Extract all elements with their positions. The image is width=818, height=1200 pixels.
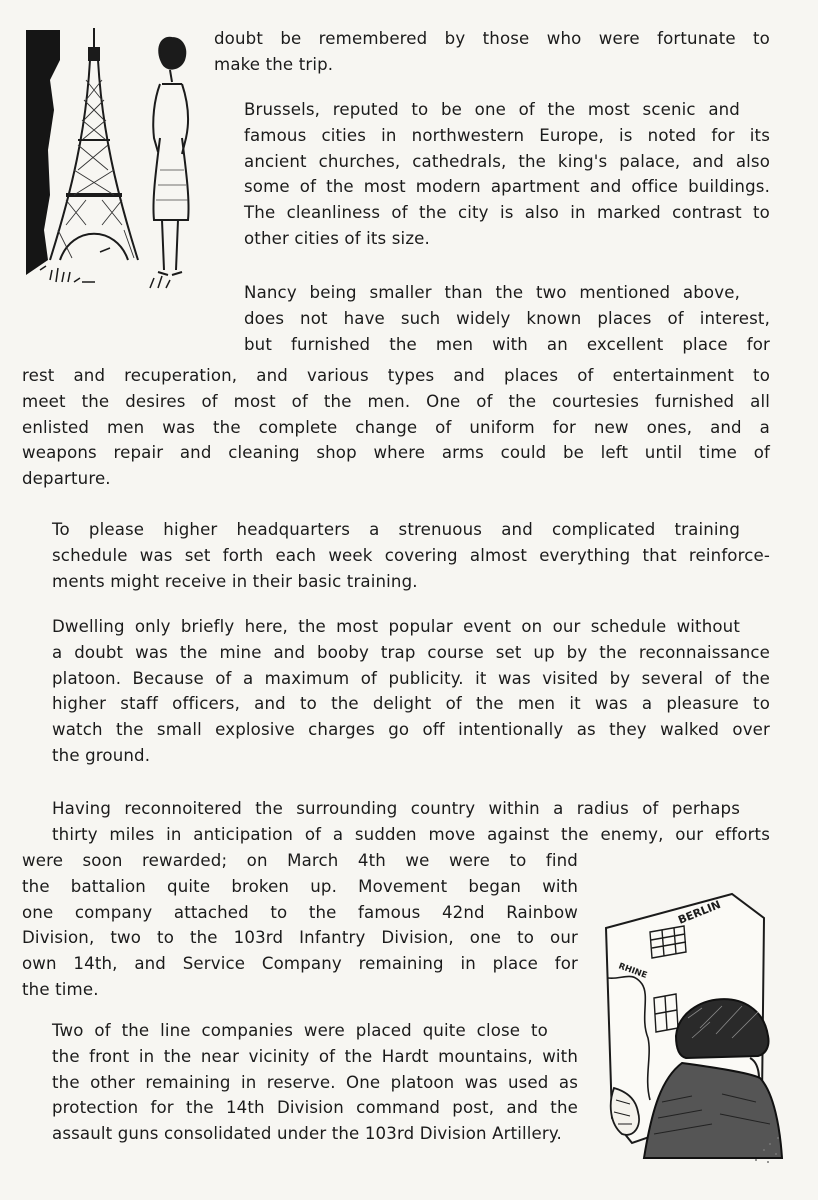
paragraph-nancy-start [214, 280, 770, 357]
text-line: ancient churches, cathedrals, the king's palace, and also [244, 151, 770, 171]
text-line: Dwelling only briefly here, the most popular event on our schedule without [52, 617, 740, 636]
paragraph-line-companies [22, 1018, 578, 1147]
text-line: meet the desires of most of the men. One of the courtesies furnished all [22, 391, 770, 411]
text-line: the other remaining in reserve. One platoon was used as [52, 1072, 578, 1092]
text-line: weapons repair and cleaning shop where arms could be left until time of [22, 443, 770, 463]
text-line: Brussels, reputed to be one of the most scenic and [244, 100, 740, 119]
text-line: Two of the line companies were placed quite close to [52, 1021, 548, 1040]
paragraph-brussels [214, 97, 770, 252]
text-line: platoon. Because of a maximum of publicity. it was visited by several of the [52, 668, 770, 688]
text-line: the time. [22, 979, 99, 999]
text-line: the battalion quite broken up. Movement began with [22, 876, 578, 896]
text-line: enlisted men was the complete change of uniform for new ones, and a [22, 417, 770, 437]
soldier-reading-map-illustration [592, 888, 788, 1170]
paragraph-nancy-end [22, 363, 770, 492]
eiffel-tower-woman-illustration [20, 20, 210, 295]
text-line: protection for the 14th Division command post, and the [52, 1098, 578, 1118]
text-line: other cities of its size. [244, 228, 430, 248]
text-line: one company attached to the famous 42nd Rainbow [22, 902, 578, 922]
text-line: rest and recuperation, and various types and places of entertainment to [22, 366, 770, 385]
text-line: The cleanliness of the city is also in marked contrast to [244, 203, 770, 223]
text-line: own 14th, and Service Company remaining in place for [22, 954, 578, 974]
text-line: assault guns consolidated under the 103rd Division Artillery. [52, 1124, 562, 1144]
text-line: Division, two to the 103rd Infantry Division, one to our [22, 928, 578, 948]
paragraph-mine-course [22, 614, 770, 769]
text-line: Nancy being smaller than the two mentioned above, [244, 283, 740, 302]
text-line: schedule was set forth each week covering almost everything that reinforce- [52, 545, 770, 565]
text-line: the ground. [52, 745, 151, 765]
text-line: the front in the near vicinity of the Hardt mountains, with [52, 1046, 578, 1066]
text-line: Having reconnoitered the surrounding country within a radius of perhaps [52, 799, 740, 818]
text-line: does not have such widely known places of interest, [244, 308, 770, 328]
text-line: thirty miles in anticipation of a sudden move against the enemy, our efforts [52, 824, 770, 844]
map-label-rhine: RHINE [616, 961, 649, 981]
text-line: a doubt was the mine and booby trap course set up by the reconnaissance [52, 642, 770, 662]
text-line: departure. [22, 469, 111, 489]
text-line: watch the small explosive charges go off intentionally as they walked over [52, 720, 770, 740]
paragraph-continuation [214, 26, 770, 78]
text-line: some of the most modern apartment and office buildings. [244, 177, 770, 197]
paragraph-training [22, 517, 770, 594]
paragraph-reconnoiter-start [22, 796, 770, 848]
text-line: To please higher headquarters a strenuous and complicated training [52, 520, 740, 539]
text-line: ments might receive in their basic training. [52, 571, 418, 591]
paragraph-reconnoiter-end [22, 848, 578, 1003]
text-line: but furnished the men with an excellent place for [244, 334, 770, 354]
text-line: make the trip. [214, 54, 334, 74]
text-line: were soon rewarded; on March 4th we were to find [22, 851, 578, 870]
map-label-berlin: BERLIN [676, 897, 723, 927]
text-line: doubt be remembered by those who were fortunate to [214, 29, 770, 48]
text-line: higher staff officers, and to the delight of the men it was a pleasure to [52, 694, 770, 714]
text-line: famous cities in northwestern Europe, is noted for its [244, 125, 770, 145]
